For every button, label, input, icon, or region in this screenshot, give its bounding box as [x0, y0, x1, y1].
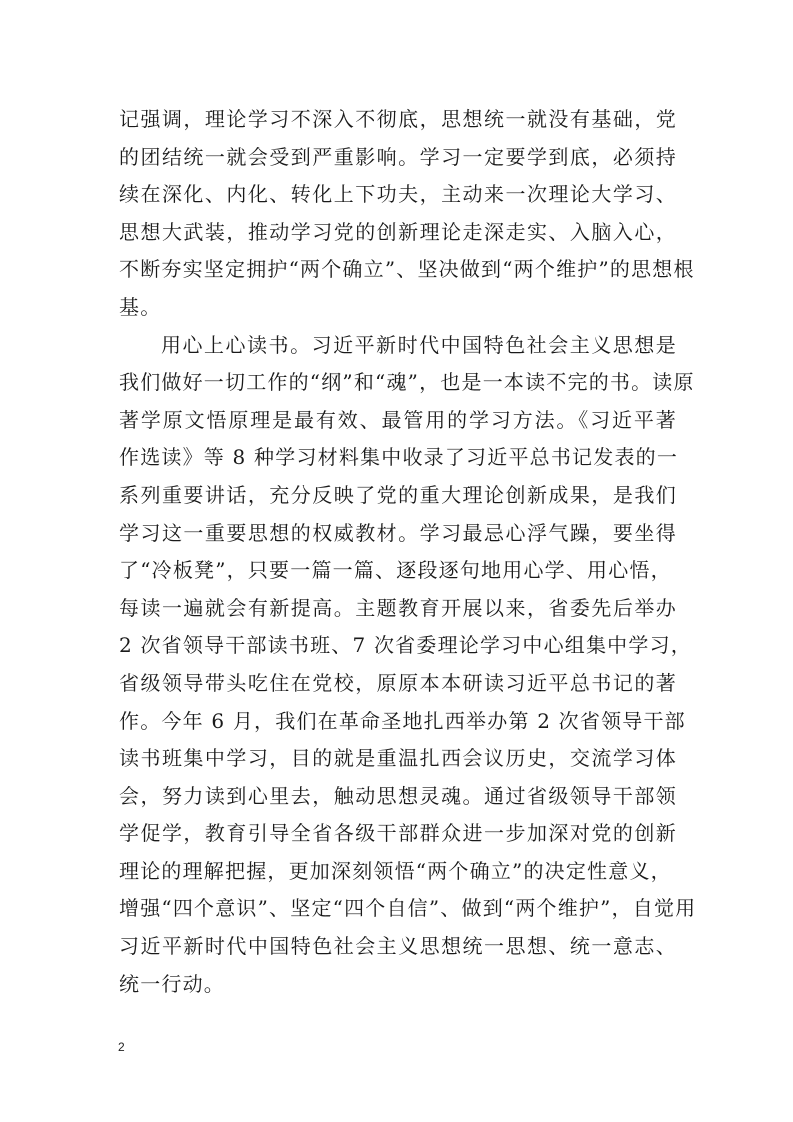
text-line: 读书班集中学习，目的就是重温扎西会议历史，交流学习体 — [119, 746, 677, 771]
paragraph-heading-line: 用心上心读书。习近平新时代中国特色社会主义思想是 — [161, 332, 677, 357]
text-line: 增强“四个意识”、坚定“四个自信”、做到“两个维护”，自觉用 — [119, 896, 697, 921]
text-line: 作。今年 6 月，我们在革命圣地扎西举办第 2 次省领导干部 — [119, 708, 686, 733]
text-line: 了“冷板凳”，只要一篇一篇、逐段逐句地用心学、用心悟， — [119, 558, 672, 583]
text-line: 统一行动。 — [119, 971, 225, 996]
text-line: 不断夯实坚定拥护“两个确立”、坚决做到“两个维护”的思想根 — [119, 257, 695, 282]
text-line: 2 次省领导干部读书班、7 次省委理论学习中心组集中学习， — [119, 633, 692, 658]
text-line: 每读一遍就会有新提高。主题教育开展以来，省委先后举办 — [119, 595, 677, 620]
text-line: 思想大武装，推动学习党的创新理论走深走实、入脑入心， — [119, 219, 677, 244]
document-body — [119, 101, 697, 1003]
text-line: 学习这一重要思想的权威教材。学习最忌心浮气躁，要坐得 — [119, 520, 677, 545]
text-line: 省级领导带头吃住在党校，原原本本研读习近平总书记的著 — [119, 670, 677, 695]
text-line: 会，努力读到心里去，触动思想灵魂。通过省级领导干部领 — [119, 783, 677, 808]
text-line: 的团结统一就会受到严重影响。学习一定要学到底，必须持 — [119, 144, 677, 169]
text-line: 基。 — [119, 294, 162, 319]
text-line: 理论的理解把握，更加深刻领悟“两个确立”的决定性意义， — [119, 858, 672, 883]
text-line: 记强调，理论学习不深入不彻底，思想统一就没有基础，党 — [119, 107, 677, 131]
text-line: 系列重要讲话，充分反映了党的重大理论创新成果，是我们 — [119, 482, 677, 507]
text-line: 我们做好一切工作的“纲”和“魂”，也是一本读不完的书。读原 — [119, 370, 695, 395]
text-line: 著学原文悟原理是最有效、最管用的学习方法。《习近平著 — [119, 407, 677, 432]
text-line: 续在深化、内化、转化上下功夫，主动来一次理论大学习、 — [119, 182, 677, 207]
page-number: 2 — [118, 1040, 125, 1054]
text-line: 习近平新时代中国特色社会主义思想统一思想、统一意志、 — [119, 934, 677, 959]
text-line: 学促学，教育引导全省各级干部群众进一步加深对党的创新 — [119, 821, 677, 846]
text-line: 作选读》等 8 种学习材料集中收录了习近平总书记发表的一 — [119, 445, 679, 470]
